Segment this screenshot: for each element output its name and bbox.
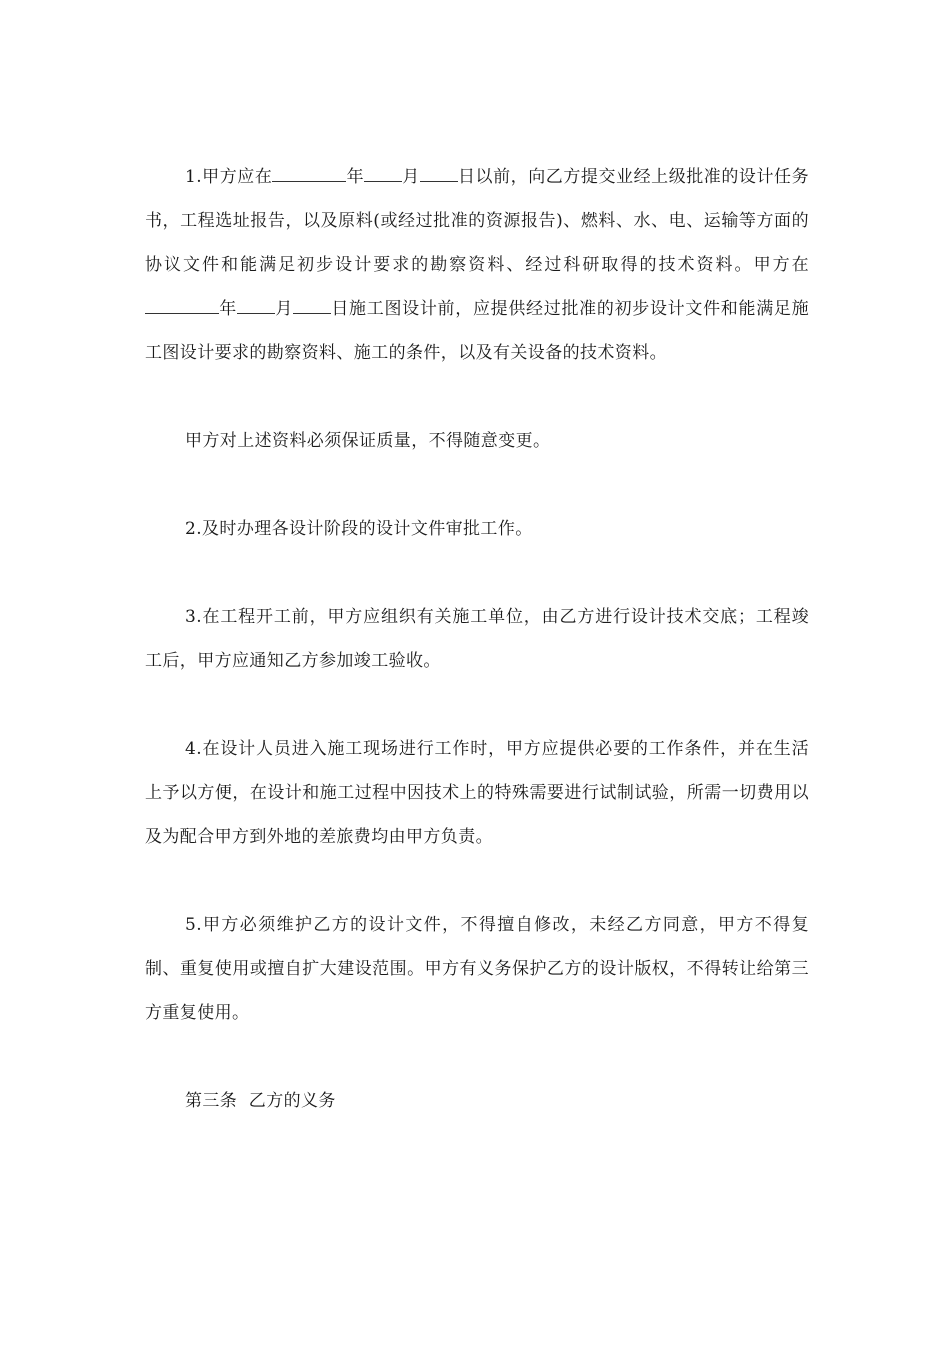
p1-text-4: 日以前，向乙方提交业经上级批准的设计任务书，工程选址报告，以及原料(或经过批准的资源报告)、燃料、水、电、运输等方面的协议文件和能满足初步设计要求的勘察资料、经过科研取得的技术资料。甲方在 [145, 167, 809, 275]
blank-day-1 [420, 165, 458, 182]
paragraph-gap [145, 1035, 809, 1079]
document-body [145, 155, 809, 1123]
p1-text-2: 年 [346, 167, 365, 187]
blank-year-2 [145, 297, 219, 314]
paragraph-1 [145, 155, 809, 375]
paragraph-4: 3.在工程开工前，甲方应组织有关施工单位，由乙方进行设计技术交底；工程竣工后，甲方应通知乙方参加竣工验收。 [145, 607, 809, 671]
paragraph-6: 5.甲方必须维护乙方的设计文件，不得擅自修改，未经乙方同意，甲方不得复制、重复使用或擅自扩大建设范围。甲方有义务保护乙方的设计版权，不得转让给第三方重复使用。 [145, 915, 809, 1023]
p1-text-3: 月 [402, 167, 420, 187]
blank-day-2 [293, 297, 331, 314]
paragraph-3: 2.及时办理各设计阶段的设计文件审批工作。 [185, 519, 533, 539]
paragraph-5: 4.在设计人员进入施工现场进行工作时，甲方应提供必要的工作条件，并在生活上予以方便，在设计和施工过程中因技术上的特殊需要进行试制试验，所需一切费用以及为配合甲方到外地的差旅费均由甲方负责。 [145, 739, 809, 847]
paragraph-gap [145, 859, 809, 903]
p1-text-1: 1.甲方应在 [185, 167, 273, 187]
p1-text-7: 日施工图设计前，应提供经过批准的初步设计文件和能满足施工图设计要求的勘察资料、施工的条件，以及有关设备的技术资料。 [145, 299, 809, 363]
paragraph-gap [145, 463, 809, 507]
paragraph-2: 甲方对上述资料必须保证质量，不得随意变更。 [185, 431, 551, 451]
paragraph-gap [145, 375, 809, 419]
p1-text-6: 月 [275, 299, 294, 319]
p1-text-5: 年 [219, 299, 238, 319]
blank-year-1 [272, 165, 346, 182]
paragraph-gap [145, 551, 809, 595]
blank-month-2 [237, 297, 275, 314]
section-heading: 第三条 乙方的义务 [185, 1091, 336, 1111]
blank-month-1 [364, 165, 402, 182]
paragraph-gap [145, 683, 809, 727]
